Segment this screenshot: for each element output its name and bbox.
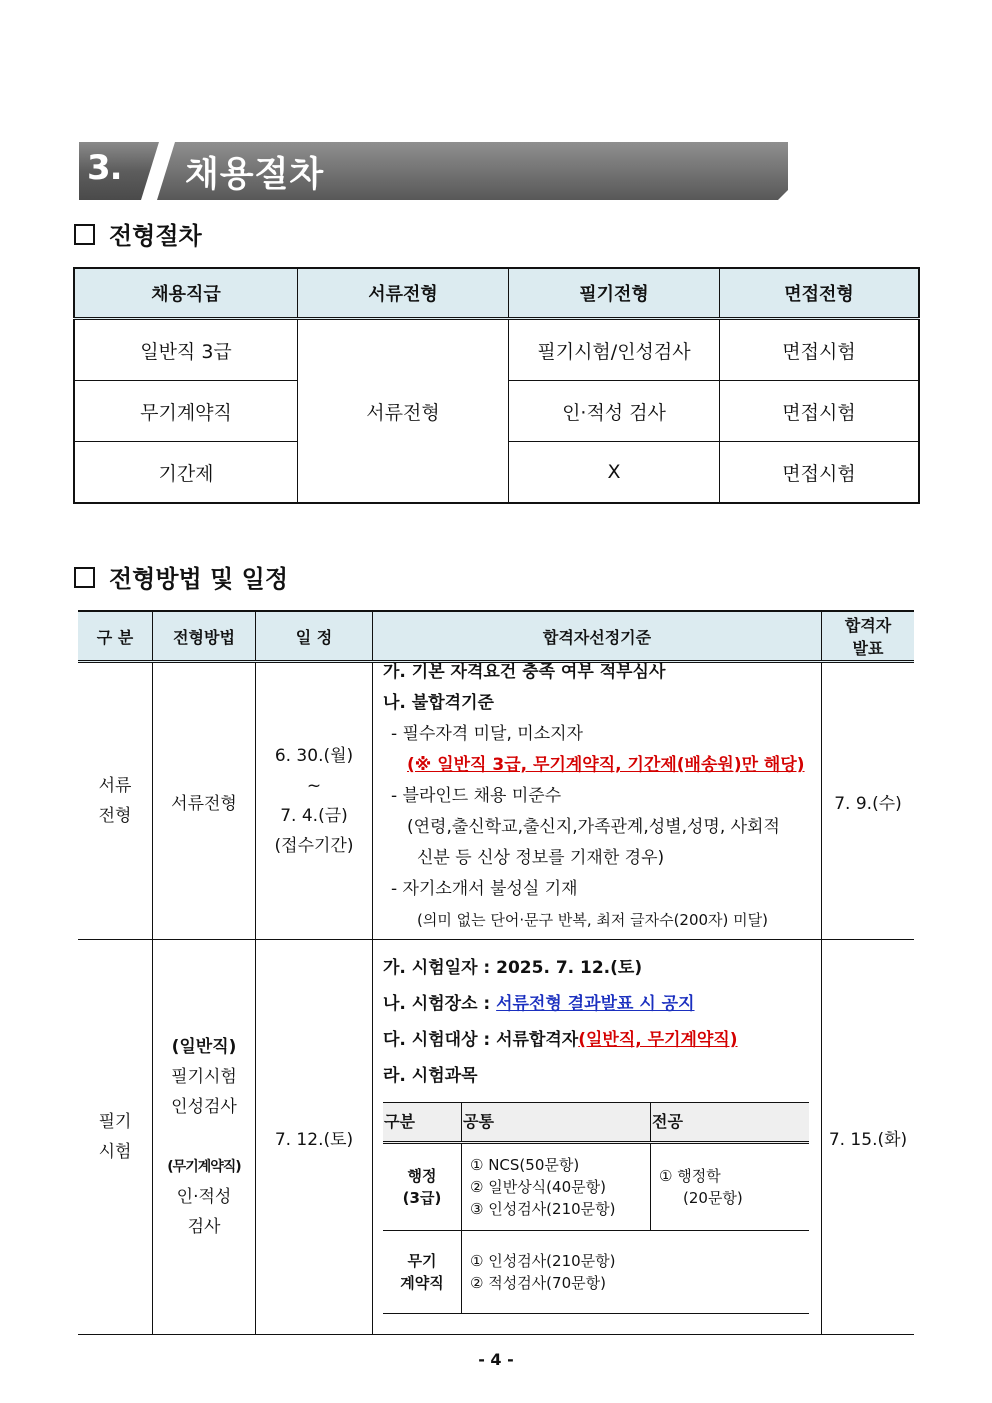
method-line: 인성검사 [171,1097,237,1117]
col-written: 필기전형 [509,268,720,319]
sub-item: ② 적성검사(70문항) [470,1274,606,1292]
cell-interview: 면접시험 [720,319,920,381]
criteria-b-label: 나. 시험장소 : [383,994,497,1014]
category-line: 전형 [98,806,132,826]
cell-interview: 면접시험 [720,442,920,504]
section-banner [79,142,788,200]
sub-common [462,1143,651,1231]
cell-method: 서류전형 [153,662,256,940]
schedule-line: ~ [306,776,322,796]
sub-label [383,1143,462,1231]
subjects-row [383,1231,809,1314]
criteria-d: 라. 시험과목 [383,1066,478,1086]
subjects-header-row [383,1103,809,1143]
cell-interview: 면접시험 [720,381,920,442]
criteria-b [383,986,813,1022]
sub-label-line: 계약직 [400,1274,444,1292]
table-header-row [78,611,914,662]
criteria-c-label: 다. 시험대상 : 서류합격자 [383,1030,579,1050]
method-schedule-table [78,610,914,1335]
sub-label-line: 무기 [407,1252,437,1270]
criteria-b1: - 필수자격 미달, 미소지자 [391,724,583,744]
heading-method-schedule [74,559,288,594]
cell-document-merged: 서류전형 [298,319,509,504]
criteria-b2-note2: 신분 등 신상 정보를 기재한 경우) [417,848,665,868]
criteria-a: 가. 기본 자격요건 충족 여부 적부심사 [383,662,666,682]
schedule-line: 7. 4.(금) [280,806,348,826]
schedule-line: 6. 30.(월) [274,746,354,766]
schedule-line: (접수기간) [274,836,354,856]
sub-common [462,1231,810,1314]
cell-written: 인·적성 검사 [509,381,720,442]
sub-major [651,1143,810,1231]
criteria-c-value: (일반직, 무기계약직) [578,1030,738,1050]
col-document: 서류전형 [298,268,509,319]
table-header-row [74,268,919,319]
col-interview: 면접전형 [720,268,920,319]
cell-schedule: 7. 12.(토) [256,940,373,1335]
sub-label-line: 행정 [407,1167,437,1185]
method-spacer [154,1122,254,1152]
section-number: 3. [87,148,122,188]
sub-item: ① 행정학 [659,1167,721,1185]
subjects-table [383,1102,809,1314]
cell-announce: 7. 15.(화) [822,940,915,1335]
selection-process-table [73,267,920,504]
category-line: 필기 [98,1112,132,1132]
col-criteria: 합격자선정기준 [373,611,822,662]
col-grade: 채용직급 [74,268,298,319]
page-number: - 4 - [478,1350,514,1369]
sub-item: ① 인성검사(210문항) [470,1252,616,1270]
sub-col-common: 공통 [462,1103,651,1143]
cell-category [78,940,153,1335]
category-line: 서류 [98,776,132,796]
cell-written: X [509,442,720,504]
subjects-row [383,1143,809,1231]
col-method: 전형방법 [153,611,256,662]
cell-grade: 일반직 3급 [74,319,298,381]
sub-col-major: 전공 [651,1103,810,1143]
sub-item: ③ 인성검사(210문항) [470,1200,616,1218]
col-announce [822,611,915,662]
checkbox-square-icon [74,224,95,245]
criteria-b3-note: (의미 없는 단어·문구 반복, 최저 글자수(200자) 미달) [417,911,769,929]
heading-text: 전형방법 및 일정 [109,565,288,593]
criteria-b2: - 블라인드 채용 미준수 [391,786,562,806]
cell-announce: 7. 9.(수) [822,662,915,940]
criteria-b: 나. 불합격기준 [383,693,494,713]
checkbox-square-icon [74,567,95,588]
method-line: 검사 [187,1217,221,1237]
method-line: (일반직) [171,1037,237,1057]
section-title: 채용절차 [185,155,325,195]
cell-method [153,940,256,1335]
sub-item: (20문항) [683,1189,743,1207]
cell-written: 필기시험/인성검사 [509,319,720,381]
cell-schedule [256,662,373,940]
sub-label-line: (3급) [402,1189,442,1207]
criteria-b1-note: (※ 일반직 3급, 무기계약직, 기간제(배송원)만 해당) [407,755,805,775]
cell-criteria [373,662,822,940]
col-announce-line2: 발표 [852,639,884,658]
criteria-b3: - 자기소개서 불성실 기재 [391,879,578,899]
sub-item: ② 일반상식(40문항) [470,1178,606,1196]
criteria-a-label: 가. 시험일자 : [383,958,497,978]
table-row [74,319,919,381]
table-row-written [78,940,914,1335]
method-line: (무기계약직) [167,1159,241,1175]
cell-grade: 기간제 [74,442,298,504]
criteria-c [383,1022,813,1058]
table-row-document [78,662,914,940]
criteria-b2-note1: (연령,출신학교,출신지,가족관계,성별,성명, 사회적 [407,817,780,837]
heading-text: 전형절차 [109,222,202,250]
col-announce-line1: 합격자 [844,616,892,635]
cell-criteria [373,940,822,1335]
sub-item: ① NCS(50문항) [470,1156,580,1174]
sub-col-type: 구분 [383,1103,462,1143]
method-line: 필기시험 [171,1067,237,1087]
sub-label [383,1231,462,1314]
criteria-a-value: 2025. 7. 12.(토) [496,958,643,978]
method-line: 인·적성 [176,1187,232,1207]
col-schedule: 일 정 [256,611,373,662]
category-line: 시험 [98,1142,132,1162]
cell-grade: 무기계약직 [74,381,298,442]
criteria-b-value: 서류전형 결과발표 시 공지 [496,994,695,1014]
heading-selection-process [74,216,202,251]
col-category: 구 분 [78,611,153,662]
criteria-a [383,950,813,986]
cell-category [78,662,153,940]
